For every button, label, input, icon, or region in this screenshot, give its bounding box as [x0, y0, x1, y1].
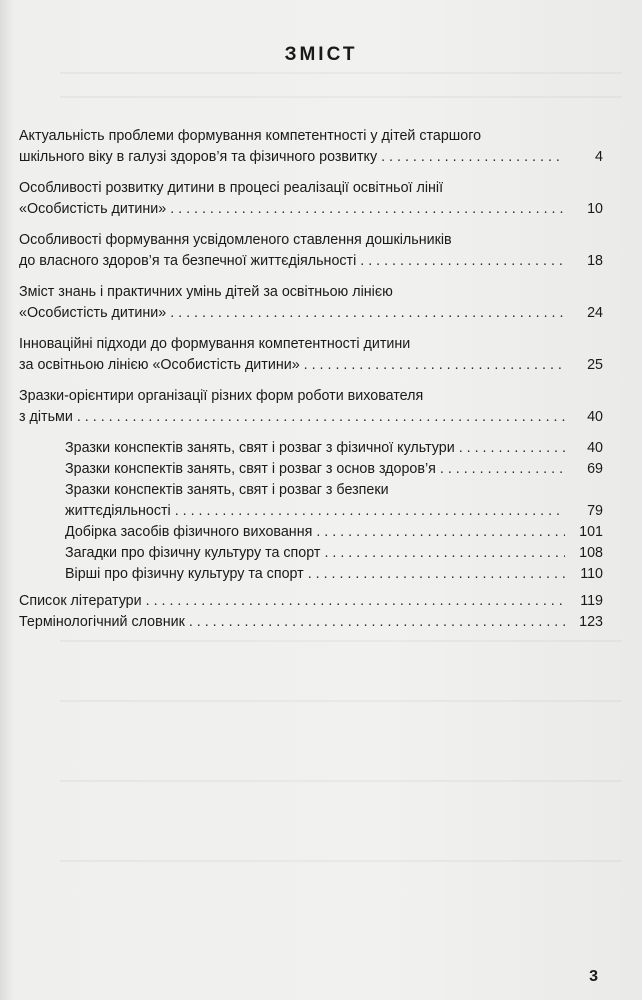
- toc-entry: [65, 459, 603, 480]
- toc-entry-text: Зразки конспектів занять, свят і розваг з безпеки: [65, 482, 389, 498]
- dot-leader: [175, 501, 565, 522]
- toc-page-number: 108: [579, 545, 603, 561]
- toc-entry-text: Зразки конспектів занять, свят і розваг з фізичної культури: [65, 440, 455, 456]
- toc-page-number: 123: [579, 614, 603, 630]
- toc-entry-text: до власного здоров’я та безпечної життєдіяльності: [19, 253, 357, 269]
- toc-page-number: 40: [587, 409, 603, 425]
- bleed-through-line: [60, 72, 622, 74]
- toc-entry-text: Зразки-орієнтири організації різних форм роботи вихователя: [19, 388, 424, 404]
- toc-entry-text: Зміст знань і практичних умінь дітей за освітньою лінією: [19, 284, 393, 300]
- toc-entry: [65, 543, 603, 564]
- toc-entry: [19, 230, 603, 272]
- toc-title: ЗМІСТ: [284, 44, 358, 65]
- toc-entry-text: шкільного віку в галузі здоров’я та фізичного розвитку: [19, 149, 378, 165]
- toc-entry: [19, 126, 603, 168]
- toc-entry: [65, 438, 603, 459]
- bleed-through-line: [60, 640, 622, 642]
- bleed-through-line: [60, 700, 622, 702]
- toc-entry-text: Інноваційні підходи до формування компетентності дитини: [19, 336, 411, 352]
- dot-leader: [440, 459, 565, 480]
- toc-entry-text: Добірка засобів фізичного виховання: [65, 524, 313, 540]
- dot-leader: [324, 543, 565, 564]
- dot-leader: [189, 612, 565, 633]
- dot-leader: [77, 407, 565, 428]
- toc-entry-text: життєдіяльності: [65, 503, 171, 519]
- dot-leader: [170, 303, 565, 324]
- toc-page-number: 18: [587, 253, 603, 269]
- toc-page-number: 4: [595, 149, 603, 165]
- toc-entry-text: Загадки про фізичну культуру та спорт: [65, 545, 321, 561]
- toc-major-entries: [19, 126, 603, 428]
- dot-leader: [146, 591, 565, 612]
- toc-entry: [19, 612, 603, 633]
- toc-page-number: 24: [587, 305, 603, 321]
- toc-entry-text: Особливості формування усвідомленого ставлення дошкільників: [19, 232, 452, 248]
- toc-entry-text: Актуальність проблеми формування компетентності у дітей старшого: [19, 128, 482, 144]
- toc-page-number: 10: [587, 201, 603, 217]
- toc-page-number: 40: [587, 440, 603, 456]
- toc-entry: [19, 334, 603, 376]
- toc-page-number: 25: [587, 357, 603, 373]
- dot-leader: [459, 438, 565, 459]
- toc-entry: [19, 386, 603, 428]
- dot-leader: [170, 199, 565, 220]
- toc-page-number: 119: [580, 593, 603, 609]
- toc-entry-text: Особливості розвитку дитини в процесі реалізації освітньої лінії: [19, 180, 444, 196]
- table-of-contents: [19, 126, 603, 633]
- toc-entry: [19, 178, 603, 220]
- bleed-through-line: [60, 96, 622, 98]
- toc-entry: [65, 522, 603, 543]
- toc-entry-text: Список літератури: [19, 593, 142, 609]
- toc-entry-text: Зразки конспектів занять, свят і розваг з основ здоров’я: [65, 461, 436, 477]
- dot-leader: [360, 251, 565, 272]
- dot-leader: [316, 522, 565, 543]
- toc-page-number: 69: [587, 461, 603, 477]
- toc-entry: [19, 591, 603, 612]
- toc-entry-text: за освітньою лінією «Особистість дитини»: [19, 357, 300, 373]
- toc-page-number: 101: [579, 524, 603, 540]
- toc-entry-text: з дітьми: [19, 409, 73, 425]
- dot-leader: [304, 355, 565, 376]
- toc-entry-text: «Особистість дитини»: [19, 201, 167, 217]
- toc-entry-text: Вірші про фізичну культуру та спорт: [65, 566, 304, 582]
- page-number: 3: [589, 968, 598, 985]
- bleed-through-line: [60, 860, 622, 862]
- toc-entry-text: Термінологічний словник: [19, 614, 185, 630]
- dot-leader: [308, 564, 565, 585]
- toc-entry: [65, 480, 603, 522]
- toc-page-number: 110: [580, 566, 603, 582]
- dot-leader: [381, 147, 565, 168]
- toc-entry: [65, 564, 603, 585]
- bleed-through-line: [60, 780, 622, 782]
- toc-entry: [19, 282, 603, 324]
- toc-entry-text: «Особистість дитини»: [19, 305, 167, 321]
- toc-page-number: 79: [587, 503, 603, 519]
- toc-tail-entries: [19, 591, 603, 633]
- toc-sub-entries: [19, 438, 603, 585]
